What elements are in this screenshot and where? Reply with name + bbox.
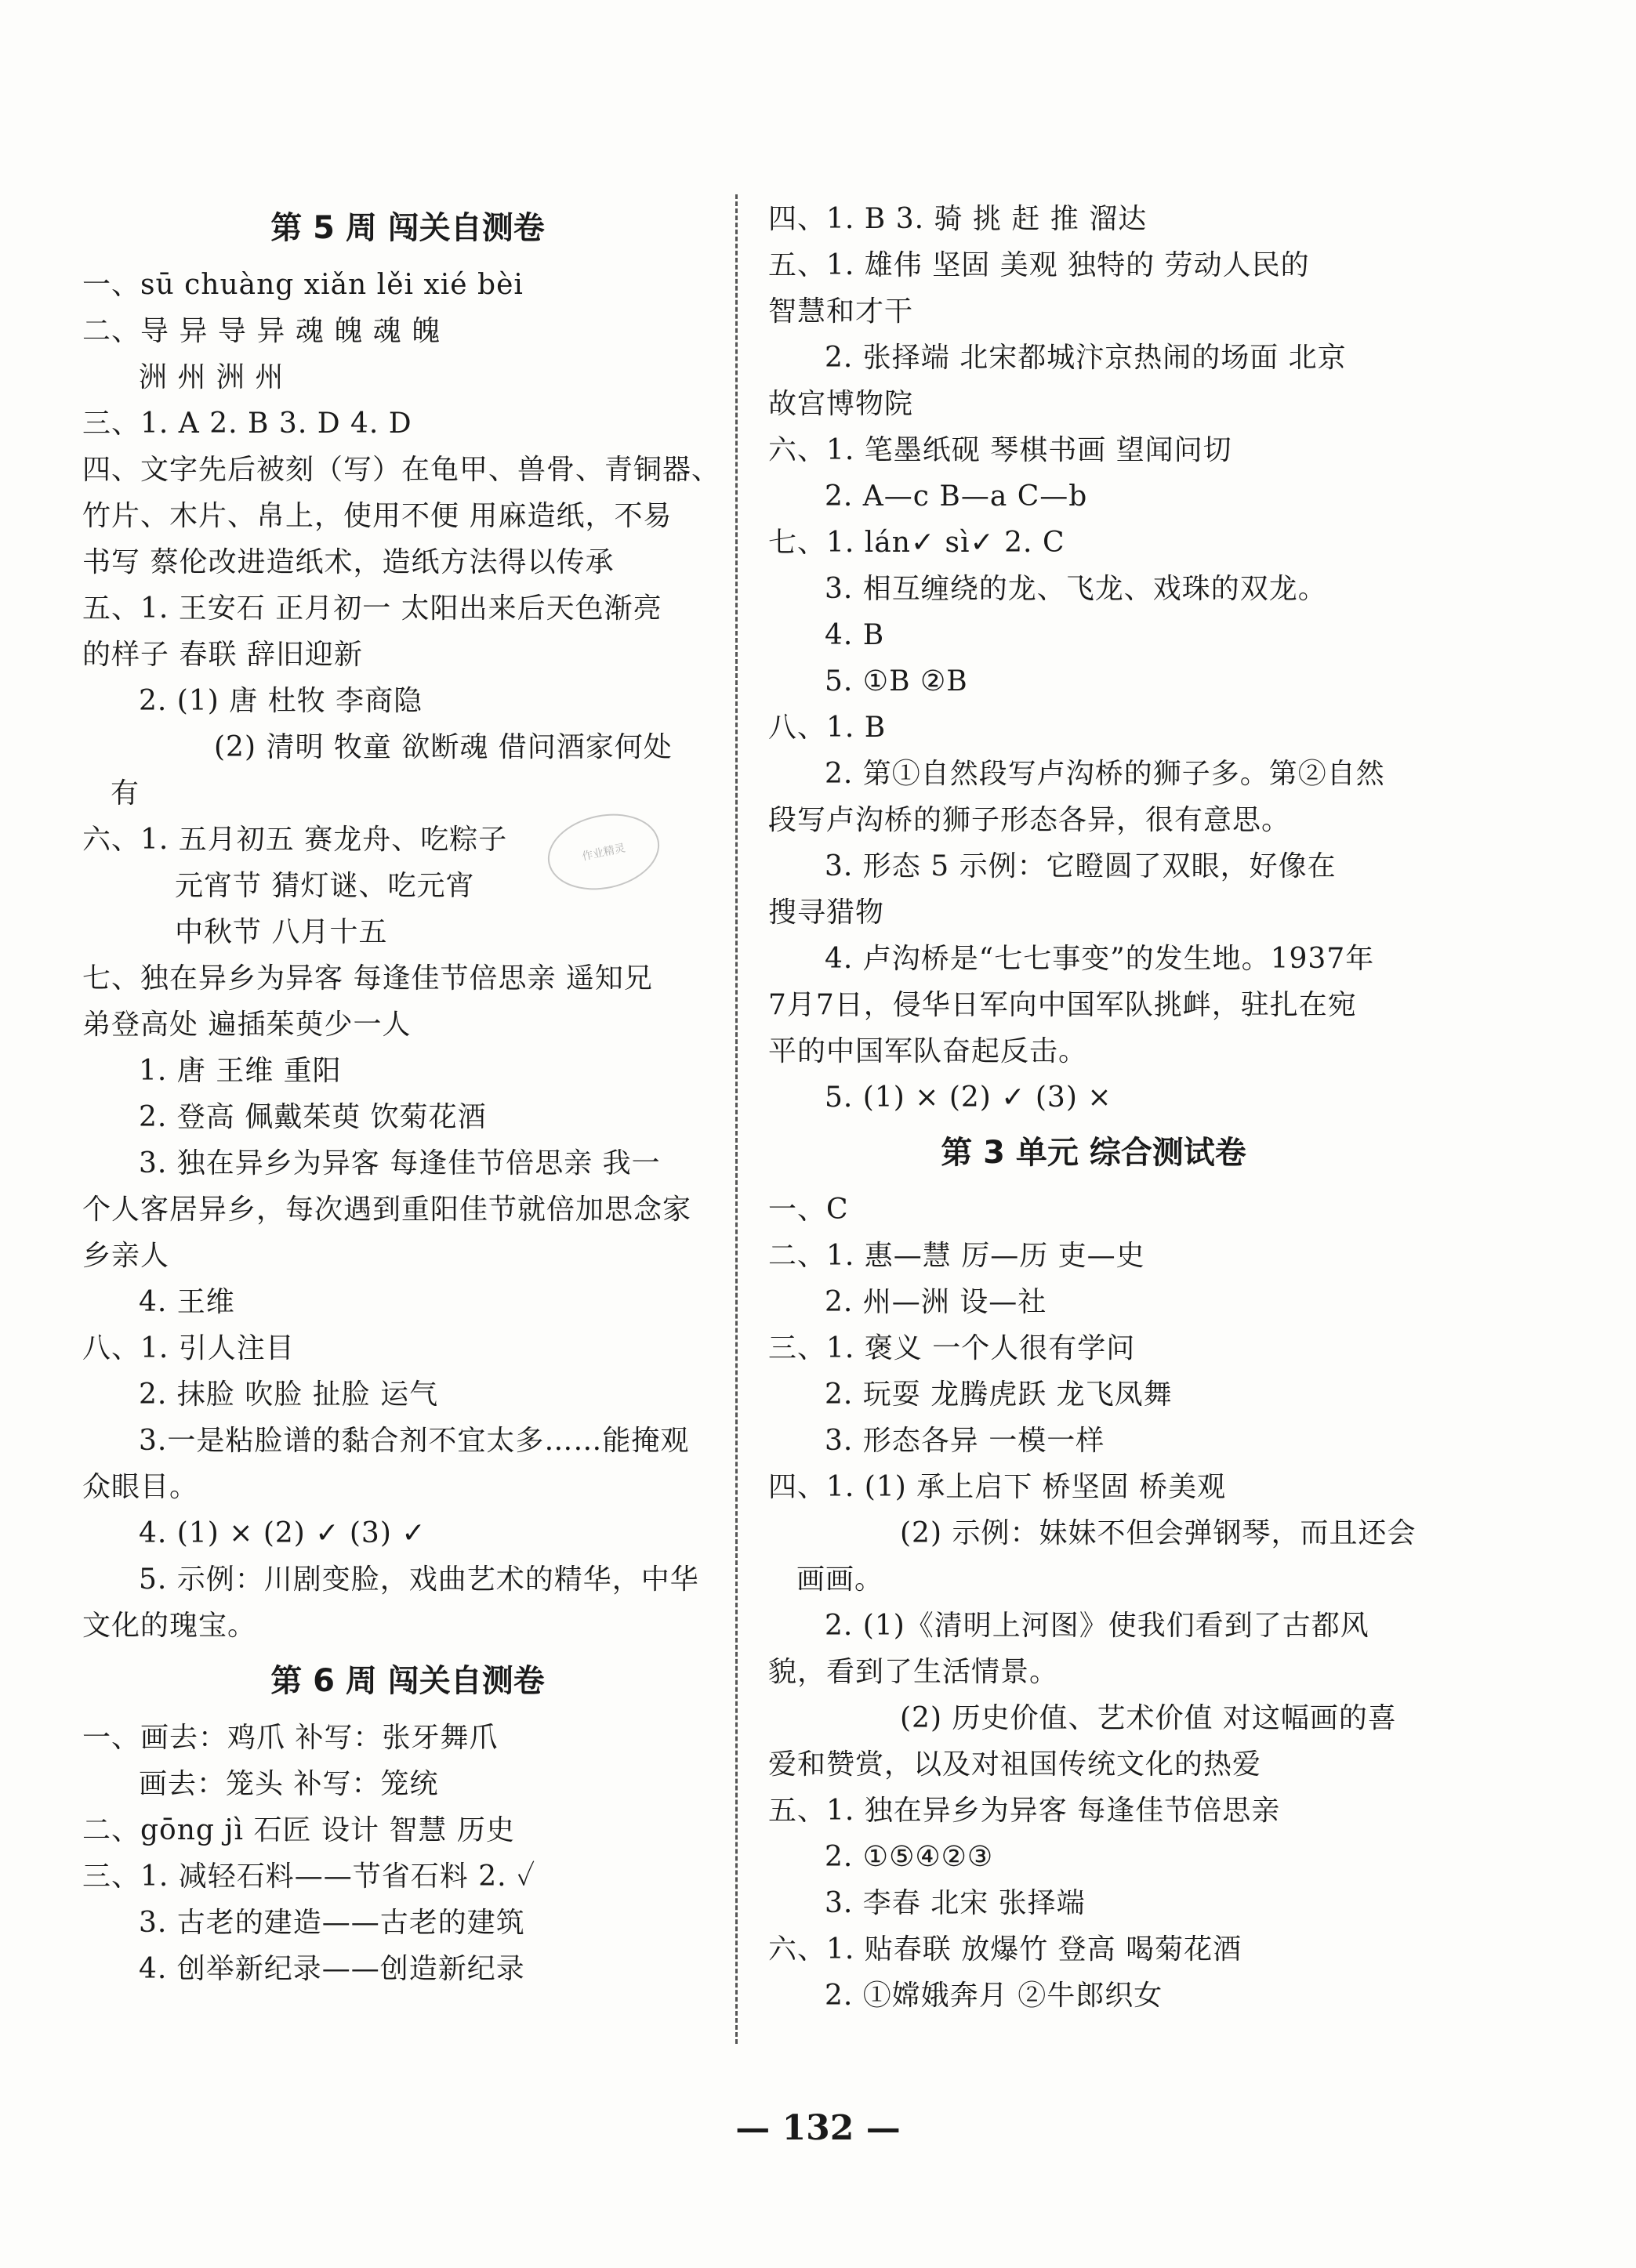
answer-line: 元宵节 猜灯谜、吃元宵: [175, 870, 475, 902]
answer-line: 2. 登高 佩戴茱萸 饮菊花酒: [139, 1101, 487, 1133]
answer-line: 4. 王维: [139, 1286, 235, 1318]
answer-line: 平的中国军队奋起反击。: [768, 1035, 1088, 1067]
answer-line: 中秋节 八月十五: [175, 916, 388, 948]
answer-line: 4. (1) × (2) ✓ (3) ✓: [139, 1517, 426, 1549]
column-divider: [735, 194, 738, 2044]
answer-line: 2. 张择端 北宋都城汴京热闹的场面 北京: [825, 342, 1347, 374]
answer-line: 二、1. 惠—慧 厉—历 吏—史: [768, 1240, 1145, 1272]
answer-line: 众眼目。: [82, 1471, 199, 1503]
answer-line: 搜寻猎物: [768, 897, 885, 929]
right-column: [768, 196, 1419, 2019]
left-column: [82, 196, 733, 1992]
answer-line: (2) 清明 牧童 欲断魂 借问酒家何处: [214, 731, 673, 763]
answer-line: 2. 抹脸 吹脸 扯脸 运气: [139, 1379, 439, 1411]
answer-line: 四、1. (1) 承上启下 桥坚固 桥美观: [768, 1471, 1227, 1503]
answer-line: 画去：笼头 补写：笼统: [139, 1768, 439, 1800]
answer-line: 五、1. 雄伟 坚固 美观 独特的 劳动人民的: [768, 249, 1310, 281]
answer-line: 4. 创举新纪录——创造新纪录: [139, 1953, 525, 1985]
answer-line: 一、画去：鸡爪 补写：张牙舞爪: [82, 1722, 499, 1754]
answer-line: 一、C: [768, 1194, 849, 1226]
answer-line: 竹片、木片、帛上，使用不便 用麻造纸，不易: [82, 500, 673, 532]
answer-line: 3. 相互缠绕的龙、飞龙、戏珠的双龙。: [825, 573, 1327, 605]
answer-line: 3. 古老的建造——古老的建筑: [139, 1907, 525, 1939]
answer-line: 3. 李春 北宋 张择端: [825, 1887, 1086, 1919]
answer-line: 貌，看到了生活情景。: [768, 1656, 1059, 1688]
answer-line: 5. ①B ②B: [825, 665, 968, 697]
answer-line: 故宫博物院: [768, 388, 914, 420]
answer-line: 3.一是粘脸谱的黏合剂不宜太多……能掩观: [139, 1425, 690, 1457]
stamp-text: 作业精灵: [581, 842, 627, 864]
answer-line: 爱和赞赏，以及对祖国传统文化的热爱: [768, 1748, 1262, 1781]
answer-line: 四、文字先后被刻（写）在龟甲、兽骨、青铜器、: [82, 454, 721, 486]
answer-line: 四、1. B 3. 骑 挑 赶 推 溜达: [768, 203, 1148, 235]
unit3-title: 第 3 单元 综合测试卷: [941, 1135, 1246, 1171]
answer-line: 八、1. 引人注目: [82, 1332, 295, 1364]
answer-line: 画画。: [796, 1563, 884, 1596]
answer-line: 2. (1)《清明上河图》使我们看到了古都风: [825, 1610, 1369, 1642]
answer-line: 4. B: [825, 619, 885, 651]
answer-line: 有: [111, 777, 140, 810]
answer-line: 3. 形态各异 一模一样: [825, 1425, 1105, 1457]
answer-line: 六、1. 贴春联 放爆竹 登高 喝菊花酒: [768, 1933, 1242, 1965]
answer-line: 个人客居异乡，每次遇到重阳佳节就倍加思念家: [82, 1194, 692, 1226]
answer-line: 六、1. 笔墨纸砚 琴棋书画 望闻问切: [768, 434, 1232, 466]
answer-line: 文化的瑰宝。: [82, 1610, 257, 1642]
answer-line: 八、1. B: [768, 712, 887, 744]
answer-line: 乡亲人: [82, 1240, 170, 1272]
answer-line: 2. 州—洲 设—社: [825, 1286, 1047, 1318]
answer-line: 7月7日，侵华日军向中国军队挑衅，驻扎在宛: [768, 989, 1357, 1021]
answer-line: 二、gōng jì 石匠 设计 智慧 历史: [82, 1814, 515, 1846]
answer-line: (2) 历史价值、艺术价值 对这幅画的喜: [900, 1702, 1397, 1734]
answer-line: 段写卢沟桥的狮子形态各异，很有意思。: [768, 804, 1291, 836]
answer-line: 七、1. lán✓ sì✓ 2. C: [768, 527, 1065, 559]
answer-line: 2. A—c B—a C—b: [825, 480, 1088, 513]
answer-line: 2. 第①自然段写卢沟桥的狮子多。第②自然: [825, 758, 1385, 790]
answer-line: 2. ①嫦娥奔月 ②牛郎织女: [825, 1980, 1163, 2012]
answer-line: 三、1. A 2. B 3. D 4. D: [82, 408, 412, 440]
answer-line: 2. (1) 唐 杜牧 李商隐: [139, 685, 423, 717]
answer-line: 五、1. 王安石 正月初一 太阳出来后天色渐亮: [82, 592, 662, 625]
answer-line: 洲 州 洲 州: [139, 361, 285, 393]
answer-line: 二、导 异 导 异 魂 魄 魂 魄: [82, 315, 441, 347]
answer-line: 3. 形态 5 示例：它瞪圆了双眼，好像在: [825, 850, 1337, 882]
answer-line: 2. 玩耍 龙腾虎跃 龙飞凤舞: [825, 1379, 1173, 1411]
answer-line: 六、1. 五月初五 赛龙舟、吃粽子: [82, 824, 508, 856]
answer-line: 1. 唐 王维 重阳: [139, 1055, 342, 1087]
answer-line: 5. (1) × (2) ✓ (3) ×: [825, 1081, 1112, 1114]
answer-line: 三、1. 减轻石料——节省石料 2. ✓: [82, 1860, 536, 1893]
answer-line: 七、独在异乡为异客 每逢佳节倍思亲 遥知兄: [82, 962, 653, 995]
answer-line: 2. ①⑤④②③: [825, 1841, 994, 1873]
answer-line: (2) 示例：妹妹不但会弹钢琴，而且还会: [900, 1517, 1417, 1549]
answer-line: 的样子 春联 辞旧迎新: [82, 639, 363, 671]
answer-line: 4. 卢沟桥是“七七事变”的发生地。1937年: [825, 943, 1375, 975]
answer-line: 智慧和才干: [768, 295, 914, 328]
answer-line: 一、sū chuàng xiǎn lěi xié bèi: [82, 269, 524, 301]
answer-line: 书写 蔡伦改进造纸术，造纸方法得以传承: [82, 546, 615, 578]
answer-line: 弟登高处 遍插茱萸少一人: [82, 1009, 412, 1041]
answer-line: 3. 独在异乡为异客 每逢佳节倍思亲 我一: [139, 1147, 661, 1179]
answer-line: 三、1. 褒义 一个人很有学问: [768, 1332, 1136, 1364]
page-number: — 132 —: [735, 2108, 901, 2148]
week6-title: 第 6 周 闯关自测卷: [270, 1663, 545, 1699]
answer-line: 5. 示例：川剧变脸，戏曲艺术的精华，中华: [139, 1563, 699, 1596]
answer-line: 五、1. 独在异乡为异客 每逢佳节倍思亲: [768, 1795, 1281, 1827]
week5-title: 第 5 周 闯关自测卷: [270, 210, 545, 246]
